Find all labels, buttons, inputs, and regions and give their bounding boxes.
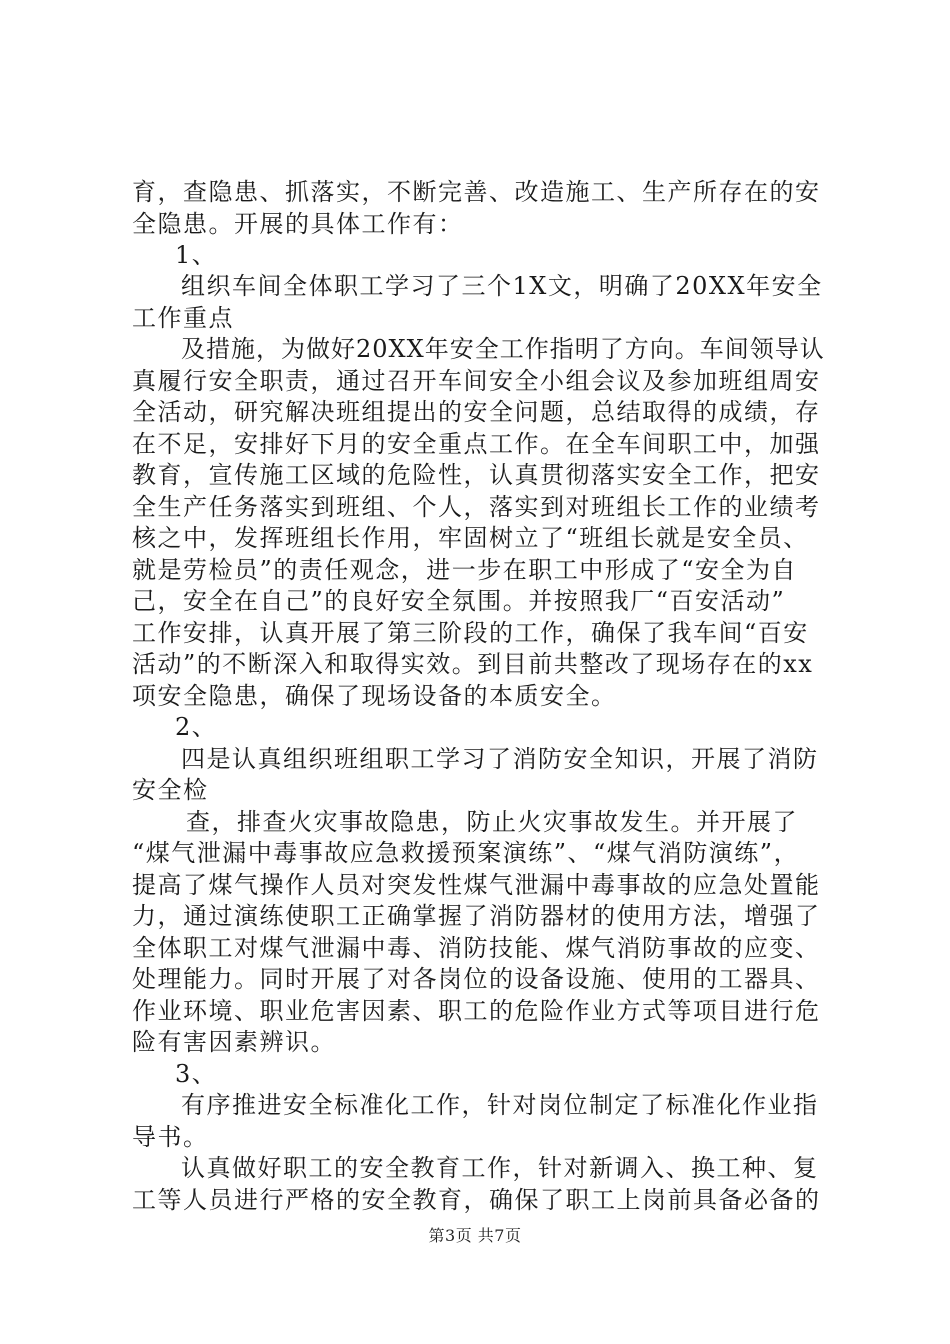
text-line: 全活动，研究解决班组提出的安全问题，总结取得的成绩，存: [132, 398, 821, 426]
text-line: 四是认真组织班组职工学习了消防安全知识，开展了消防: [181, 745, 819, 773]
text-line: 全体职工对煤气泄漏中毒、消防技能、煤气消防事故的应变、: [132, 934, 821, 962]
text-line: 查，排查火灾事故隐患，防止火灾事故发生。并开展了: [186, 808, 798, 836]
text-line: 安全检: [132, 776, 209, 804]
list-number: 1、: [175, 241, 218, 269]
text-line: 工作安排，认真开展了第三阶段的工作，确保了我车间“百安: [132, 619, 809, 647]
text-line: 育，查隐患、抓落实，不断完善、改造施工、生产所存在的安: [132, 178, 821, 206]
text-line: 处理能力。同时开展了对各岗位的设备设施、使用的工器具、: [132, 965, 821, 993]
text-line: 工作重点: [132, 304, 234, 332]
text-line: 真履行安全职责，通过召开车间安全小组会议及参加班组周安: [132, 367, 821, 395]
text-line: 有序推进安全标准化工作，针对岗位制定了标准化作业指: [181, 1091, 819, 1119]
text-line: 及措施，为做好20XX年安全工作指明了方向。车间领导认: [181, 335, 825, 363]
text-line: 就是劳检员”的责任观念，进一步在职工中形成了“安全为自: [132, 556, 798, 584]
list-number: 3、: [175, 1060, 218, 1088]
text-line: 组织车间全体职工学习了三个1X文，明确了20XX年安全: [181, 272, 823, 300]
text-line: 全生产任务落实到班组、个人，落实到对班组长工作的业绩考: [132, 493, 821, 521]
text-line: 力，通过演练使职工正确掌握了消防器材的使用方法，增强了: [132, 902, 821, 930]
list-number: 2、: [175, 713, 218, 741]
text-line: 工等人员进行严格的安全教育，确保了职工上岗前具备必备的: [132, 1186, 821, 1214]
text-line: 作业环境、职业危害因素、职工的危险作业方式等项目进行危: [132, 997, 821, 1025]
text-line: 教育，宣传施工区域的危险性，认真贯彻落实安全工作，把安: [132, 461, 821, 489]
text-line: 险有害因素辨识。: [132, 1028, 336, 1056]
text-line: 认真做好职工的安全教育工作，针对新调入、换工种、复: [181, 1154, 819, 1182]
text-line: 全隐患。开展的具体工作有：: [132, 210, 464, 238]
page-number-footer: 第3页 共7页: [428, 1226, 522, 1245]
text-line: 导书。: [132, 1123, 209, 1151]
text-line: 项安全隐患，确保了现场设备的本质安全。: [132, 682, 617, 710]
text-line: 己，安全在自己”的良好安全氛围。并按照我厂“百安活动”: [132, 587, 786, 615]
text-line: 活动”的不断深入和取得实效。到目前共整改了现场存在的xx: [132, 650, 814, 678]
text-line: 在不足，安排好下月的安全重点工作。在全车间职工中，加强: [132, 430, 821, 458]
text-line: 提高了煤气操作人员对突发性煤气泄漏中毒事故的应急处置能: [132, 871, 821, 899]
text-line: “煤气泄漏中毒事故应急救援预案演练”、“煤气消防演练”，: [132, 839, 800, 867]
text-line: 核之中，发挥班组长作用，牢固树立了“班组长就是安全员、: [132, 524, 809, 552]
